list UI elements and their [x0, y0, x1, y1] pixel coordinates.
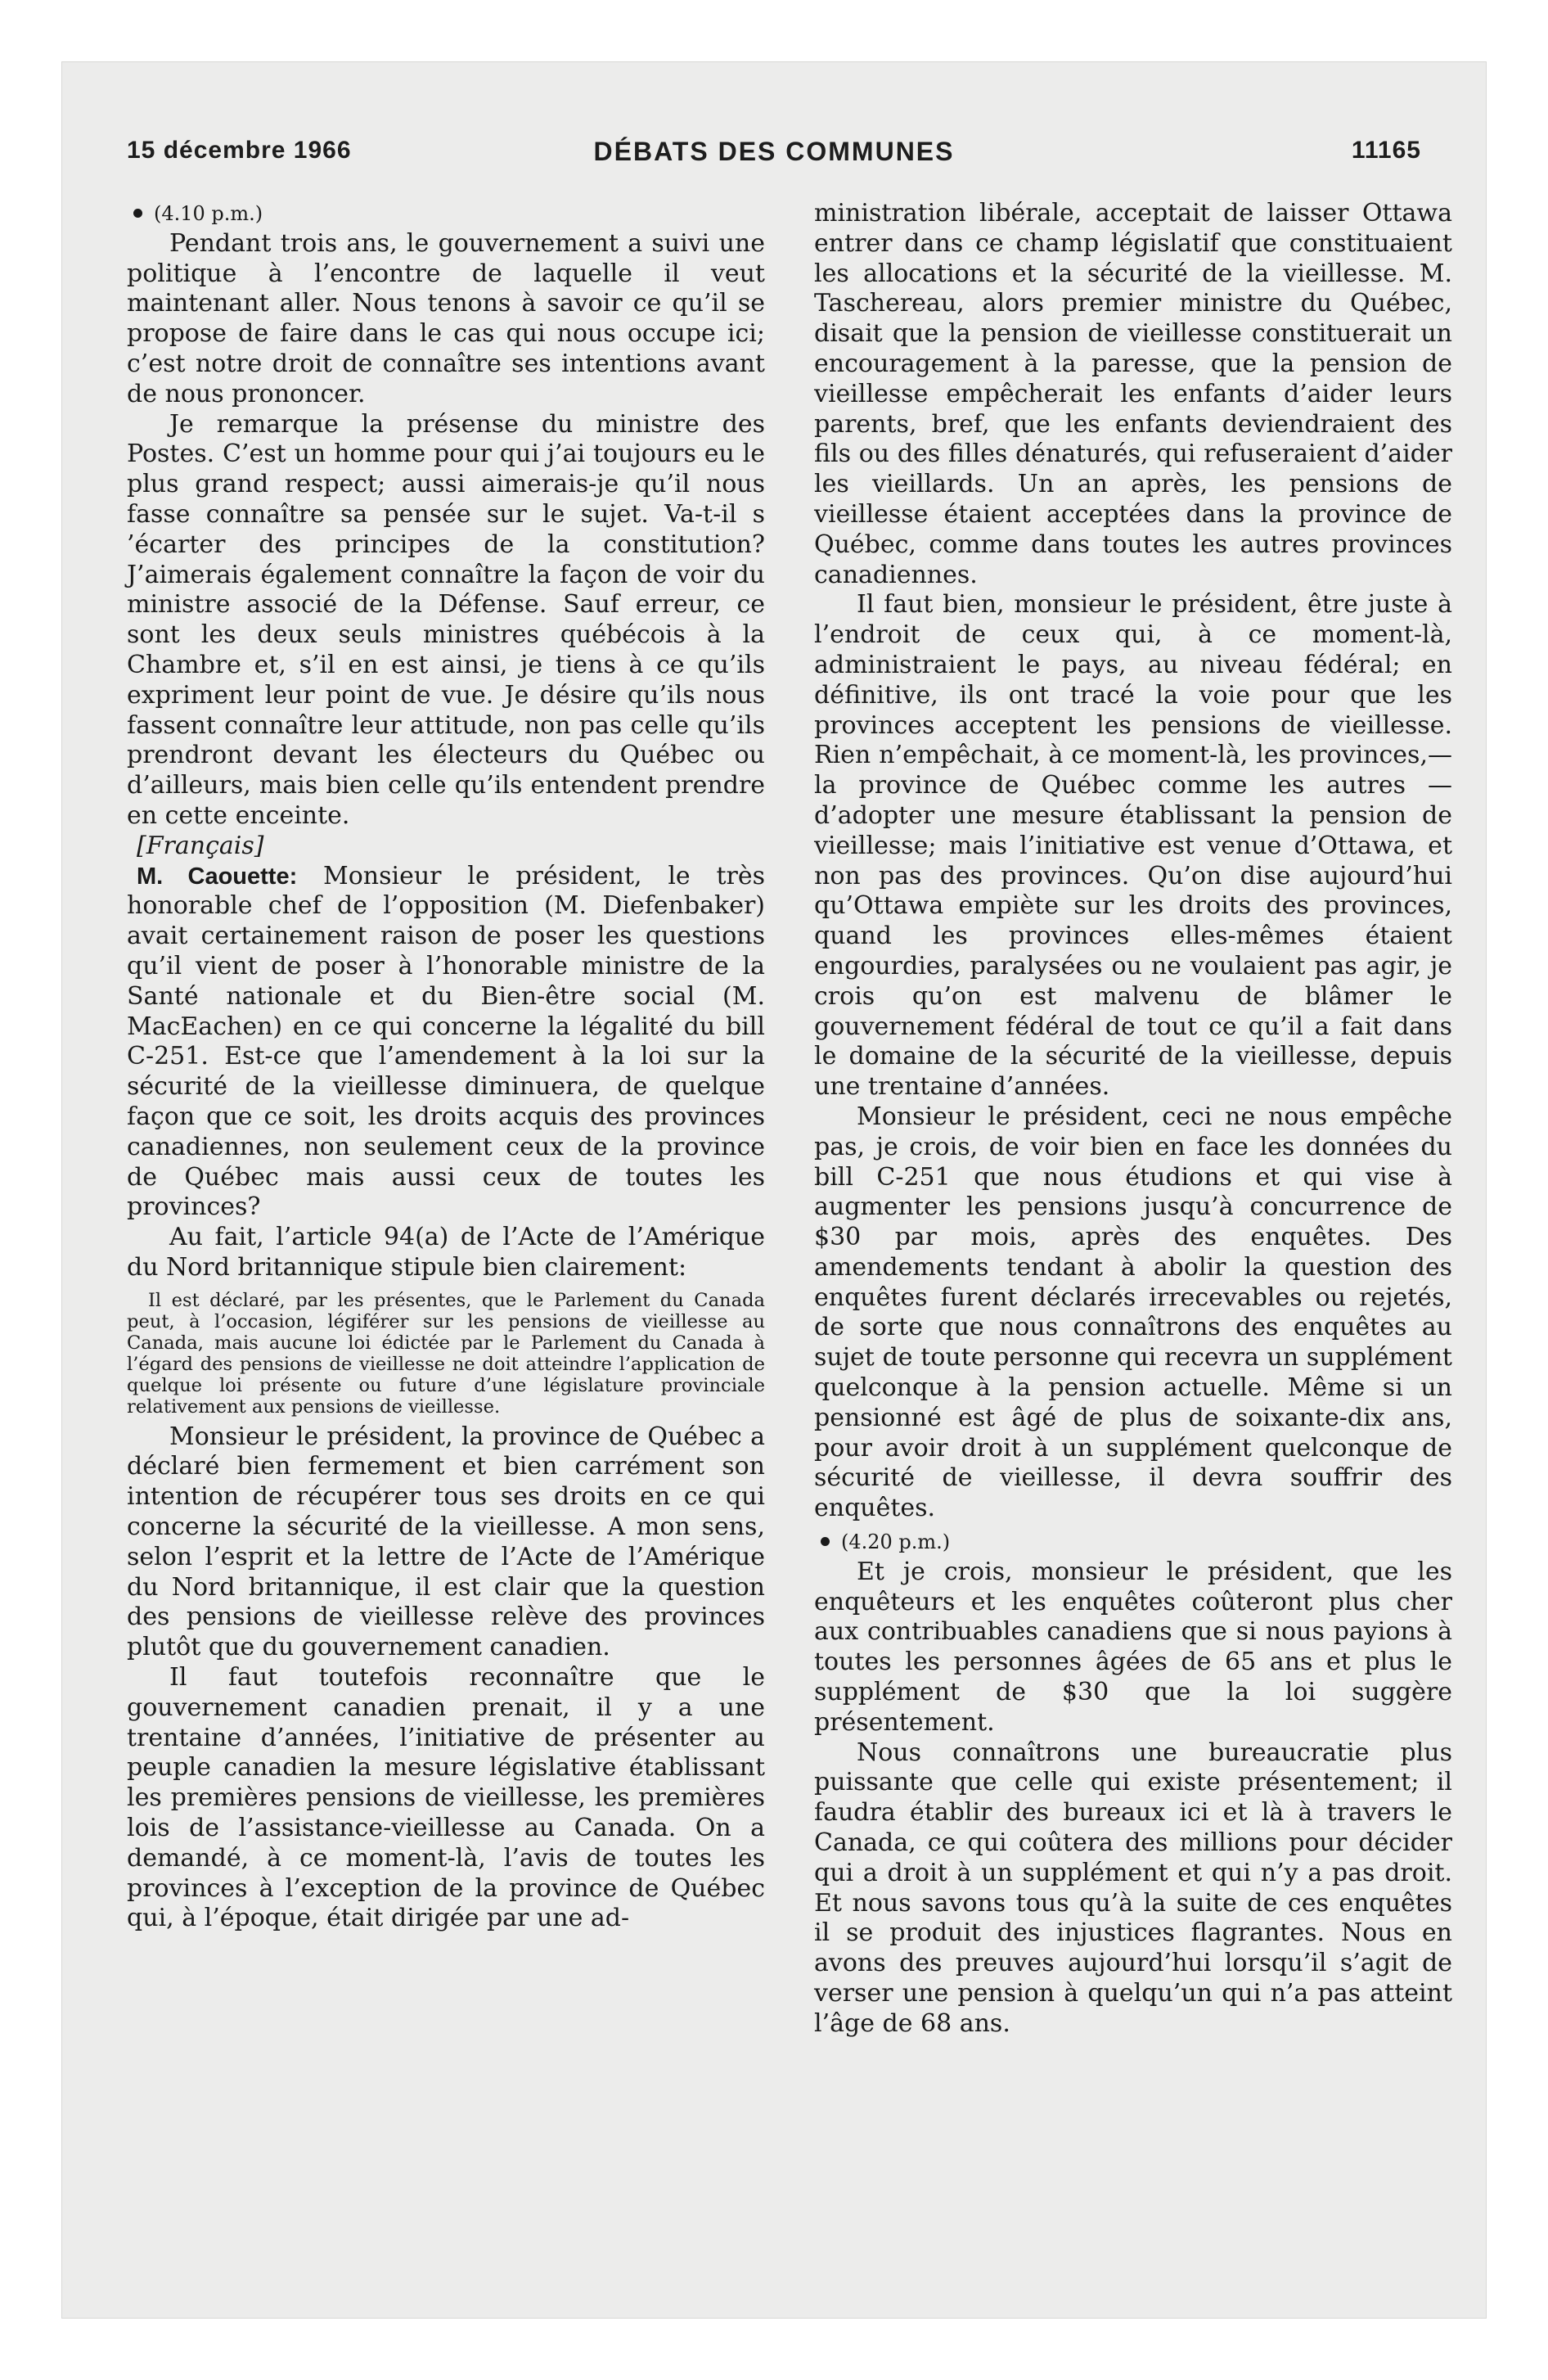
block-quote: Il est déclaré, par les présentes, que le Parlement du Canada peut, à l’occasion, légiférer sur les pensions de vieillesse au Canada, mais aucune loi édictée par le Parlement du Canada à l’égard des pensions de vieillesse ne doit atteindre l’application de quelque loi présente ou future d’une législature provinciale relativement aux pensions de vieillesse. [127, 1289, 765, 1418]
paragraph: Monsieur le président, la province de Québec a déclaré bien fermement et bien carrément son intention de récupérer tous ses droits en ce qui concerne la sécurité de la vieillesse. A mon sens, selon l’esprit et la lettre de l’Acte de l’Amérique du Nord britannique, il est clair que la question des pensions de vieillesse relève des provinces plutôt que du gouvernement canadien. [127, 1422, 765, 1662]
paragraph: Monsieur le président, ceci ne nous empêche pas, je crois, de voir bien en face les données du bill C-251 que nous étudions et qui vise à augmenter les pensions jusqu’à concurrence de $30 par mois, après des enquêtes. Des amendements tendant à abolir la question des enquêtes furent déclarés irrecevables ou rejetés, de sorte que nous connaîtrons des enquêtes au sujet de toute personne qui recevra un supplément quelconque à la pension actuelle. Même si un pensionné est âgé de plus de soixante-dix ans, pour avoir droit à un supplément quelconque de sécurité de vieillesse, il devra souffrir des enquêtes. [814, 1102, 1452, 1523]
paragraph: Au fait, l’article 94(a) de l’Acte de l’Amérique du Nord britannique stipule bien clairement: [127, 1223, 765, 1282]
bullet-icon [821, 1537, 830, 1546]
header-date: 15 décembre 1966 [127, 137, 352, 164]
timestamp-marker [814, 1527, 1452, 1557]
page-header [127, 137, 1421, 178]
paragraph: Il faut bien, monsieur le président, être juste à l’endroit de ceux qui, à ce moment-là, administraient le pays, au niveau fédéral; en définitive, ils ont tracé la voie pour que les provinces acceptent les pensions de vieillesse. Rien n’empêchait, à ce moment-là, les provinces,—la province de Québec comme les autres —d’adopter une mesure établissant la pension de vieillesse; mais l’initiative est venue d’Ottawa, et non pas des provinces. Qu’on dise aujourd’hui qu’Ottawa empiète sur les droits des provinces, quand les provinces elles-mêmes étaient engourdies, paralysées ou ne voulaient pas agir, je crois qu’on est malvenu de blâmer le gouvernement fédéral de tout ce qu’il a fait dans le domaine de la sécurité de la vieillesse, depuis une trentaine d’années. [814, 590, 1452, 1102]
bullet-icon [133, 209, 142, 218]
paragraph: Pendant trois ans, le gouvernement a suivi une politique à l’encontre de laquelle il veut maintenant aller. Nous tenons à savoir ce qu’il se propose de faire dans le cas qui nous occupe ici; c’est notre droit de connaître ses intentions avant de nous prononcer. [127, 228, 765, 408]
header-page-number: 11165 [1351, 137, 1421, 164]
timestamp-text: (4.10 p.m.) [154, 202, 263, 225]
paragraph: Et je crois, monsieur le président, que les enquêteurs et les enquêtes coûteront plus cher aux contribuables canadiens que si nous payions à toutes les personnes âgées de 65 ans et plus le supplément de $30 que la loi suggère présentement. [814, 1557, 1452, 1737]
speaker-name: M. Caouette: [137, 863, 298, 890]
paragraph: Je remarque la présense du ministre des Postes. C’est un homme pour qui j’ai toujours eu le plus grand respect; aussi aimerais-je qu’il nous fasse connaître sa pensée sur le sujet. Va-t-il s ’écarter des principes de la constitution? J’aimerais également connaître la façon de voir du ministre associé de la Défense. Sauf erreur, ce sont les deux seuls ministres québécois à la Chambre et, s’il en est ainsi, je tiens à ce qu’ils expriment leur point de vue. Je désire qu’ils nous fassent connaître leur attitude, non pas celle qu’ils prendront devant les électeurs du Québec ou d’ailleurs, mais bien celle qu’ils entendent prendre en cette enceinte. [127, 409, 765, 830]
page-sheet [61, 61, 1487, 2319]
paragraph-text: Monsieur le président, le très honorable chef de l’opposition (M. Diefenbaker) avait certainement raison de poser les questions qu’il vient de poser à l’honorable ministre de la Santé nationale et du Bien-être social (M. MacEachen) en ce qui concerne la légalité du bill C-251. Est-ce que l’amendement à la loi sur la sécurité de la vieillesse diminuera, de quelque façon que ce soit, les droits acquis des provinces canadiennes, non seulement ceux de la province de Québec mais aussi ceux de toutes les provinces? [127, 861, 765, 1222]
timestamp-text: (4.20 p.m.) [841, 1530, 951, 1554]
right-column [814, 199, 1452, 2040]
timestamp-marker [127, 199, 765, 229]
paragraph: Il faut toutefois reconnaître que le gouvernement canadien prenait, il y a une trentaine d’années, l’initiative de présenter au peuple canadien la mesure législative établissant les premières pensions de vieillesse, les premières lois de l’assistance-vieillesse au Canada. On a demandé, à ce moment-là, l’avis de toutes les provinces à l’exception de la province de Québec qui, à l’époque, était dirigée par une ad- [127, 1663, 765, 1933]
header-title: DÉBATS DES COMMUNES [593, 137, 955, 166]
paragraph-continued: ministration libérale, acceptait de laisser Ottawa entrer dans ce champ législatif que constituaient les allocations et la sécurité de la vieillesse. M. Taschereau, alors premier ministre du Québec, disait que la pension de vieillesse constituerait un encouragement à la paresse, que la pension de vieillesse empêcherait les enfants d’aider leurs parents, bref, que les enfants deviendraient des fils ou des filles dénaturés, qui refuseraient d’aider les vieillards. Un an après, les pensions de vieillesse étaient acceptées dans la province de Québec, comme dans toutes les autres provinces canadiennes. [814, 199, 1452, 589]
left-column [127, 199, 765, 1934]
paragraph: Nous connaîtrons une bureaucratie plus puissante que celle qui existe présentement; il faudra établir des bureaux ici et là à travers le Canada, ce qui coûtera des millions pour décider qui a droit à un supplément et qui n’y a pas droit. Et nous savons tous qu’à la suite de ces enquêtes il se produit des injustices flagrantes. Nous en avons des preuves aujourd’hui lorsqu’il s’agit de verser une pension à quelqu’un qui n’a pas atteint l’âge de 68 ans. [814, 1738, 1452, 2038]
speaker-paragraph [127, 862, 765, 1224]
language-note: [Français] [137, 831, 264, 860]
